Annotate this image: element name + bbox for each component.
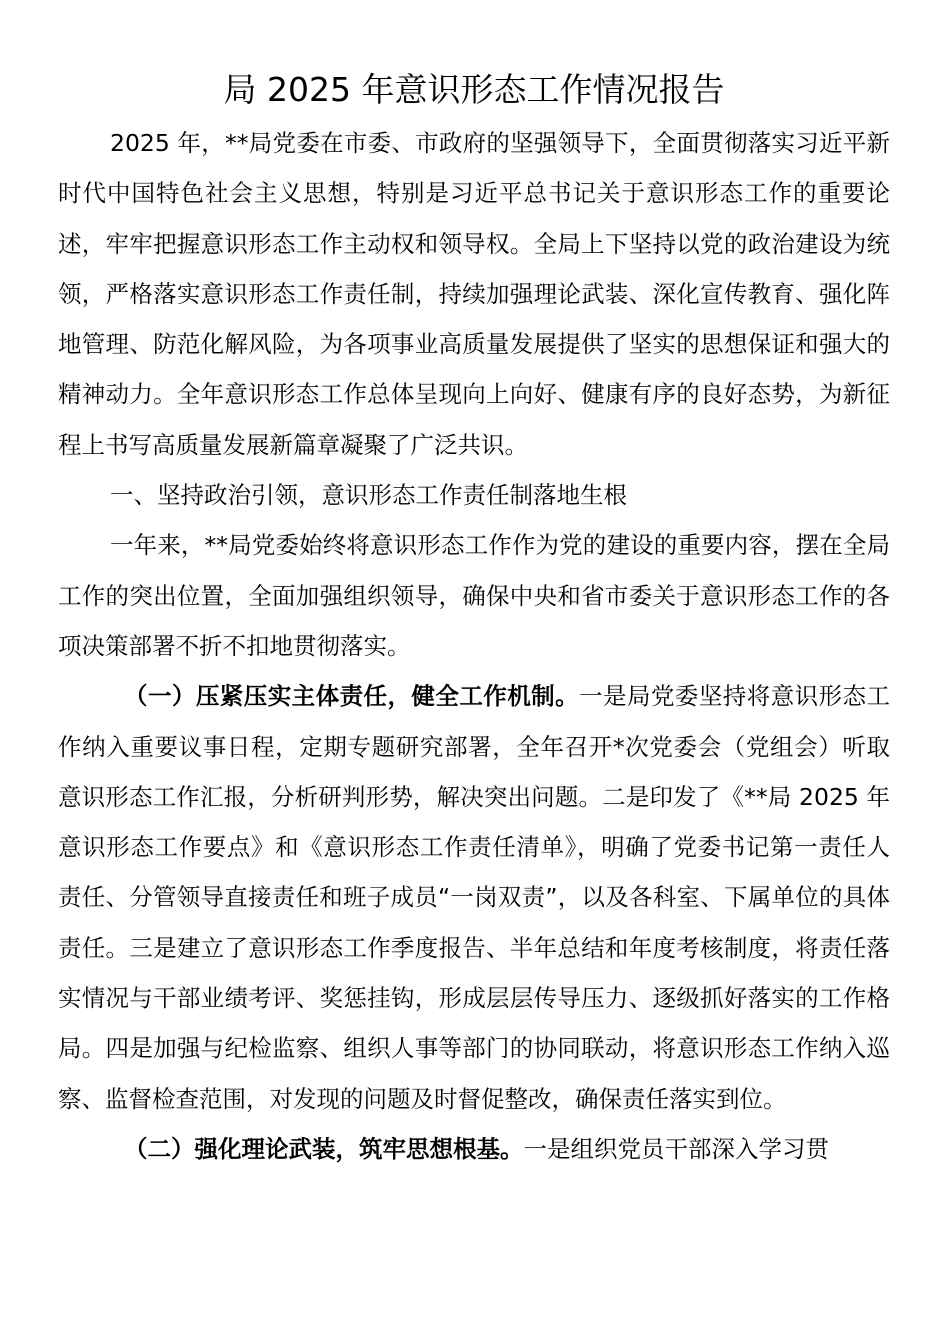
subsection-1-paragraph xyxy=(58,671,890,1124)
subsection-2-heading: （二）强化理论武装，筑牢思想根基。 xyxy=(124,1134,524,1163)
intro-paragraph: 2025 年，**局党委在市委、市政府的坚强领导下，全面贯彻落实习近平新时代中国特色社会主义思想，特别是习近平总书记关于意识形态工作的重要论述，牢牢把握意识形态工作主动权和领导权。全局上下坚持以党的政治建设为统领，严格落实意识形态工作责任制，持续加强理论武装、深化宣传教育、强化阵地管理、防范化解风险，为各项事业高质量发展提供了坚实的思想保证和强大的精神动力。全年意识形态工作总体呈现向上向好、健康有序的良好态势，为新征程上书写高质量发展新篇章凝聚了广泛共识。 xyxy=(58,129,890,459)
document-body xyxy=(58,118,890,1174)
subsection-2-paragraph xyxy=(58,1124,890,1174)
section-1-paragraph: 一年来，**局党委始终将意识形态工作作为党的建设的重要内容，摆在全局工作的突出位置，全面加强组织领导，确保中央和省市委关于意识形态工作的各项决策部署不折不扣地贯彻落实。 xyxy=(58,531,890,660)
document-title: 局 2025 年意识形态工作情况报告 xyxy=(223,70,725,109)
section-heading-1: 一、坚持政治引领，意识形态工作责任制落地生根 xyxy=(110,481,627,510)
subsection-1-heading: （一）压紧压实主体责任，健全工作机制。 xyxy=(124,682,580,711)
subsection-1-text: 一是局党委坚持将意识形态工作纳入重要议事日程，定期专题研究部署，全年召开*次党委会（党组会）听取意识形态工作汇报，分析研判形势，解决突出问题。二是印发了《**局 2025 年意识形态工作要点》和《意识形态工作责任清单》，明确了党委书记第一责任人责任、分管领导直接责任和班子成员“一岗双责”，以及各科室、下属单位的具体责任。三是建立了意识形态工作季度报告、半年总结和年度考核制度，将责任落实情况与干部业绩考评、奖惩挂钩，形成层层传导压力、逐级抓好落实的工作格局。四是加强与纪检监察、组织人事等部门的协同联动，将意识形态工作纳入巡察、监督检查范围，对发现的问题及时督促整改，确保责任落实到位。 xyxy=(58,682,891,1113)
subsection-2-text: 一是组织党员干部深入学习贯 xyxy=(523,1134,829,1163)
